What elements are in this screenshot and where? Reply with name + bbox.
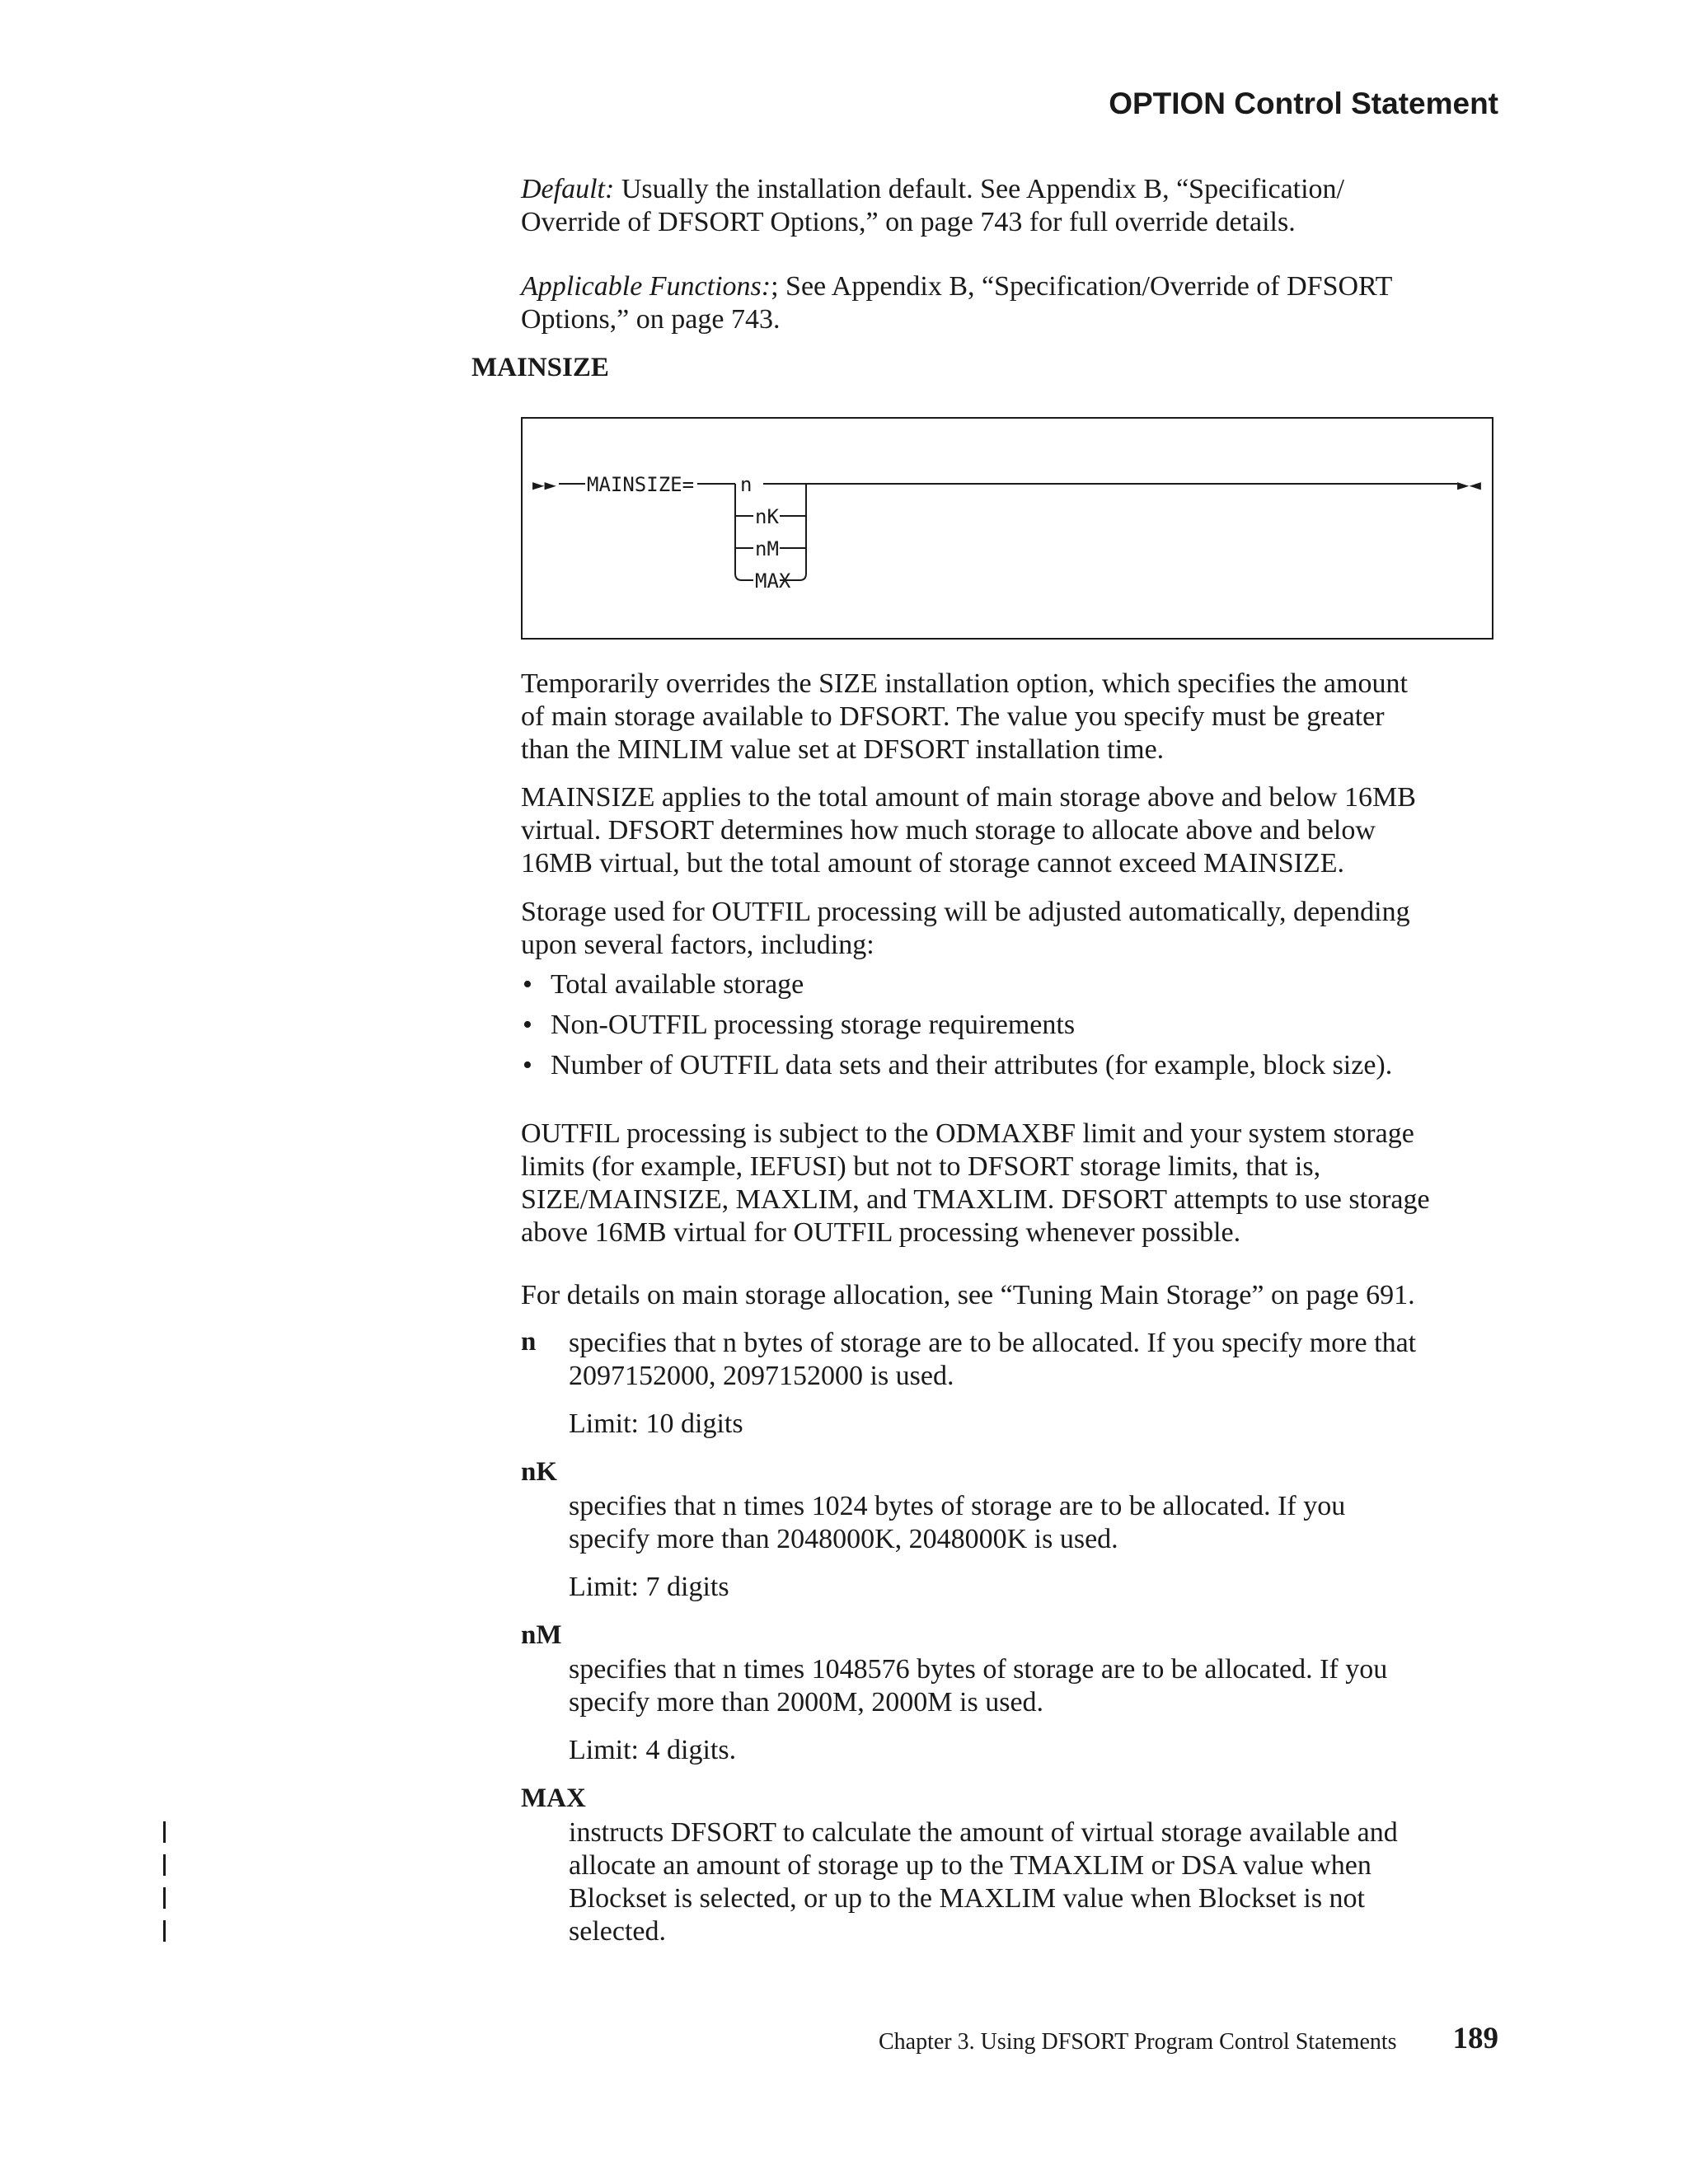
p3-line-1: Storage used for OUTFIL processing will be adjusted automatically, depending	[521, 897, 1410, 927]
diagram-option-max: MAX	[755, 569, 791, 593]
bullet-glyph: •	[523, 1050, 532, 1080]
limit-n: Limit: 10 digits	[569, 1408, 743, 1439]
def-n-line-1: specifies that n bytes of storage are to be allocated. If you specify more that	[569, 1328, 1417, 1358]
paragraph-total-storage	[521, 781, 1498, 880]
p4-line-3: SIZE/MAINSIZE, MAXLIM, and TMAXLIM. DFSORT attempts to use storage	[521, 1184, 1430, 1215]
default-line-2: Override of DFSORT Options,” on page 743 for full override details.	[521, 207, 1296, 237]
choice-right-rail	[780, 484, 806, 580]
def-max-line-1: instructs DFSORT to calculate the amount of virtual storage available and	[569, 1817, 1398, 1848]
paragraph-size-override	[521, 668, 1498, 766]
limit-nk: Limit: 7 digits	[569, 1572, 729, 1602]
term-nm: nM	[521, 1620, 562, 1650]
default-paragraph	[521, 173, 1498, 239]
p4-line-1: OUTFIL processing is subject to the ODMAXBF limit and your system storage	[521, 1118, 1414, 1149]
p4-line-2: limits (for example, IEFUSI) but not to DFSORT storage limits, that is,	[521, 1151, 1321, 1182]
list-item	[521, 1009, 1498, 1042]
term-n: n	[521, 1327, 537, 1357]
diagram-keyword: MAINSIZE=	[587, 473, 695, 496]
applicable-functions-paragraph	[521, 270, 1498, 336]
change-bar	[163, 1854, 166, 1876]
default-label: Default:	[521, 174, 615, 204]
syntax-diagram	[521, 417, 1493, 640]
bullet-glyph: •	[523, 1010, 532, 1040]
list-item-text: Total available storage	[551, 969, 804, 1000]
paragraph-tuning-reference	[521, 1279, 1502, 1312]
applicable-line-1: ; See Appendix B, “Specification/Override of DFSORT	[771, 271, 1393, 302]
diagram-option-nm: nM	[755, 537, 779, 560]
bullet-glyph: •	[523, 969, 532, 1000]
change-bar	[163, 1821, 166, 1843]
syntax-diagram-graphic	[523, 419, 1495, 641]
definition-nm	[569, 1653, 1500, 1719]
def-max-line-4: selected.	[569, 1916, 666, 1947]
p5-line: For details on main storage allocation, see “Tuning Main Storage” on page 691.	[521, 1280, 1415, 1310]
applicable-label: Applicable Functions:	[521, 271, 771, 302]
def-max-line-3: Blockset is selected, or up to the MAXLIM value when Blockset is not	[569, 1883, 1365, 1914]
p1-line-3: than the MINLIM value set at DFSORT installation time.	[521, 734, 1165, 765]
footer-chapter: Chapter 3. Using DFSORT Program Control Statements	[879, 2029, 1397, 2055]
term-max: MAX	[521, 1783, 586, 1813]
default-line-1: Usually the installation default. See Appendix B, “Specification/	[621, 174, 1345, 204]
applicable-line-2: Options,” on page 743.	[521, 304, 781, 335]
def-nk-line-1: specifies that n times 1024 bytes of storage are to be allocated. If you	[569, 1491, 1346, 1521]
list-item	[521, 968, 1498, 1001]
p4-line-4: above 16MB virtual for OUTFIL processing whenever possible.	[521, 1217, 1241, 1248]
page-number: 189	[1452, 2022, 1498, 2055]
p1-line-1: Temporarily overrides the SIZE installation option, which specifies the amount	[521, 668, 1408, 699]
def-nm-line-1: specifies that n times 1048576 bytes of storage are to be allocated. If you	[569, 1654, 1388, 1685]
change-bar	[163, 1887, 166, 1909]
running-header: OPTION Control Statement	[1109, 87, 1498, 120]
diagram-option-n: n	[740, 473, 753, 496]
diagram-start-marker: ►►	[532, 473, 556, 496]
choice-left-rail	[735, 484, 753, 580]
p2-line-3: 16MB virtual, but the total amount of storage cannot exceed MAINSIZE.	[521, 848, 1344, 879]
definition-n	[569, 1327, 1500, 1393]
definition-max	[569, 1816, 1500, 1948]
def-nm-line-2: specify more than 2000M, 2000M is used.	[569, 1687, 1044, 1718]
list-item	[521, 1049, 1498, 1082]
diagram-option-nk: nK	[755, 505, 779, 528]
def-n-line-2: 2097152000, 2097152000 is used.	[569, 1361, 954, 1391]
list-item-text: Non-OUTFIL processing storage requirements	[551, 1010, 1076, 1040]
list-item-text: Number of OUTFIL data sets and their attributes (for example, block size).	[551, 1050, 1393, 1080]
paragraph-outfil-limits	[521, 1118, 1498, 1249]
p1-line-2: of main storage available to DFSORT. The value you specify must be greater	[521, 701, 1385, 732]
def-max-line-2: allocate an amount of storage up to the TMAXLIM or DSA value when	[569, 1850, 1372, 1881]
section-title: MAINSIZE	[471, 353, 609, 382]
change-bar	[163, 1920, 166, 1942]
def-nk-line-2: specify more than 2048000K, 2048000K is used.	[569, 1524, 1118, 1554]
term-nk: nK	[521, 1457, 558, 1487]
p2-line-2: virtual. DFSORT determines how much storage to allocate above and below	[521, 815, 1376, 846]
definition-nk	[569, 1490, 1500, 1556]
factor-list	[521, 968, 1498, 1090]
diagram-end-marker: ►◄	[1457, 473, 1481, 496]
p2-line-1: MAINSIZE applies to the total amount of main storage above and below 16MB	[521, 782, 1416, 813]
limit-nm: Limit: 4 digits.	[569, 1735, 737, 1765]
p3-line-2: upon several factors, including:	[521, 930, 874, 960]
paragraph-outfil-storage	[521, 896, 1498, 962]
